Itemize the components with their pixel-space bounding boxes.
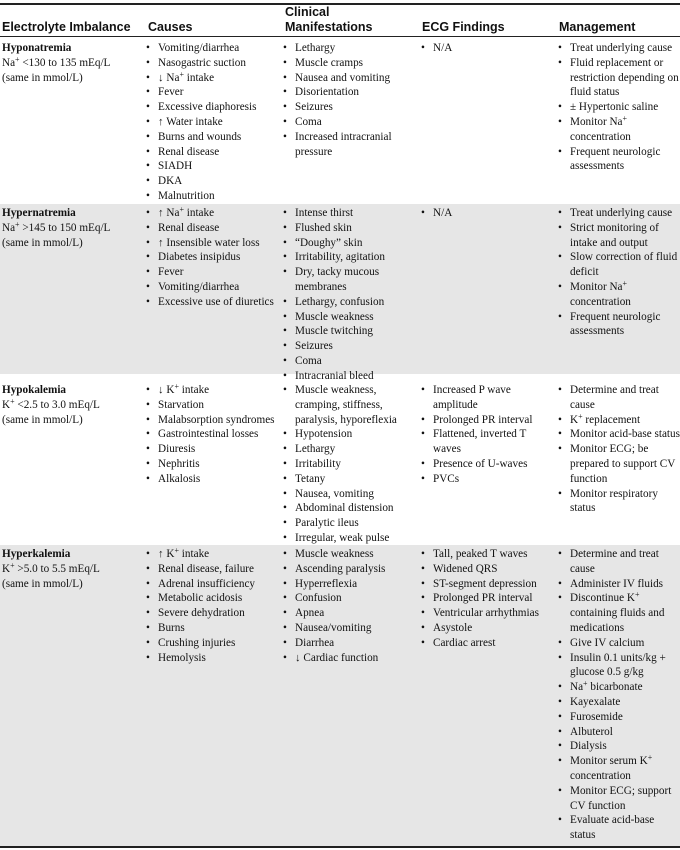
list-item: • Strict monitoring of intake and output: [557, 221, 680, 251]
list-item: • Muscle cramps: [282, 56, 420, 71]
list-item: • Muscle weakness: [282, 547, 420, 562]
list-item: • Irregular, weak pulse: [282, 531, 420, 546]
list-item: • Gastrointestinal losses: [145, 427, 283, 442]
list-item: • Determine and treat cause: [557, 547, 680, 577]
list-item: • DKA: [145, 174, 283, 189]
list-item: • Vomiting/diarrhea: [145, 41, 283, 56]
list-item: • Lethargy, confusion: [282, 295, 420, 310]
list-item: • ↓ Na+ intake: [145, 71, 283, 86]
header-ecg: ECG Findings: [422, 20, 505, 34]
list-item: • ST-segment depression: [420, 577, 555, 592]
list-item: • Administer IV fluids: [557, 577, 680, 592]
row-hyponatremia-manifestations: [282, 41, 420, 159]
imbalance-name: Hyponatremia: [2, 42, 72, 54]
list-item: • Irritability, agitation: [282, 250, 420, 265]
imbalance-range: K+ <2.5 to 3.0 mEq/L: [2, 396, 100, 411]
list-item: • Seizures: [282, 339, 420, 354]
list-item: • Muscle twitching: [282, 324, 420, 339]
list-item: • Slow correction of fluid deficit: [557, 250, 680, 280]
row-hypernatremia-manifestations: [282, 206, 420, 384]
row-hyperkalemia-ecg: [420, 547, 555, 651]
header-manifestations: Clinical Manifestations: [285, 5, 373, 34]
bottom-rule: [0, 846, 680, 848]
list-item: • Monitor respiratory status: [557, 487, 680, 517]
list-item: • Kayexalate: [557, 695, 680, 710]
list-item: • Intense thirst: [282, 206, 420, 221]
list-item: • Presence of U-waves: [420, 457, 555, 472]
header-management: Management: [559, 20, 636, 34]
list-item: • Alkalosis: [145, 472, 283, 487]
list-item: • “Doughy” skin: [282, 236, 420, 251]
list-item: • Asystole: [420, 621, 555, 636]
header-rule: [0, 36, 680, 37]
list-item: • Treat underlying cause: [557, 41, 680, 56]
list-item: • Burns and wounds: [145, 130, 283, 145]
list-item: • Seizures: [282, 100, 420, 115]
list-item: • Malabsorption syndromes: [145, 413, 283, 428]
list-item: • Adrenal insufficiency: [145, 577, 283, 592]
list-item: • N/A: [420, 41, 555, 56]
row-hyperkalemia-label: [2, 547, 142, 591]
list-item: • Flushed skin: [282, 221, 420, 236]
list-item: • Fluid replacement or restriction depending on fluid status: [557, 56, 680, 100]
imbalance-range: Na+ <130 to 135 mEq/L: [2, 54, 111, 69]
row-hypernatremia-management: [557, 206, 680, 339]
list-item: • Frequent neurologic assessments: [557, 145, 680, 175]
imbalance-range: Na+ >145 to 150 mEq/L: [2, 219, 111, 234]
list-item: • ↑ Insensible water loss: [145, 236, 283, 251]
list-item: • Monitor Na+ concentration: [557, 280, 680, 310]
list-item: • Prolonged PR interval: [420, 413, 555, 428]
row-hypokalemia-ecg: [420, 383, 555, 487]
list-item: • Coma: [282, 354, 420, 369]
list-item: • Intracranial bleed: [282, 369, 420, 384]
list-item: • Furosemide: [557, 710, 680, 725]
row-hyperkalemia-manifestations: [282, 547, 420, 665]
list-item: • Monitor serum K+ concentration: [557, 754, 680, 784]
list-item: • Diabetes insipidus: [145, 250, 283, 265]
list-item: • Diarrhea: [282, 636, 420, 651]
list-item: • Muscle weakness: [282, 310, 420, 325]
list-item: • Dialysis: [557, 739, 680, 754]
imbalance-name: Hypernatremia: [2, 207, 76, 219]
imbalance-unit-note: (same in mmol/L): [2, 577, 83, 590]
row-hypernatremia-ecg: [420, 206, 555, 221]
list-item: • Apnea: [282, 606, 420, 621]
list-item: • Vomiting/diarrhea: [145, 280, 283, 295]
row-hyponatremia-ecg: [420, 41, 555, 56]
list-item: • Monitor acid-base status: [557, 427, 680, 442]
list-item: • Renal disease: [145, 221, 283, 236]
list-item: • Nasogastric suction: [145, 56, 283, 71]
list-item: • Widened QRS: [420, 562, 555, 577]
list-item: • Albuterol: [557, 725, 680, 740]
list-item: • Renal disease, failure: [145, 562, 283, 577]
list-item: • Lethargy: [282, 41, 420, 56]
header-causes: Causes: [148, 20, 193, 34]
row-hypokalemia-causes: [145, 383, 283, 487]
list-item: • Cardiac arrest: [420, 636, 555, 651]
list-item: • Severe dehydration: [145, 606, 283, 621]
list-item: • ↓ Cardiac function: [282, 651, 420, 666]
list-item: • Ventricular arrhythmias: [420, 606, 555, 621]
list-item: • Nephritis: [145, 457, 283, 472]
list-item: • Tetany: [282, 472, 420, 487]
imbalance-unit-note: (same in mmol/L): [2, 413, 83, 426]
row-hypokalemia-management: [557, 383, 680, 516]
list-item: • Starvation: [145, 398, 283, 413]
imbalance-name: Hypokalemia: [2, 384, 67, 396]
list-item: • Renal disease: [145, 145, 283, 160]
imbalance-range: K+ >5.0 to 5.5 mEq/L: [2, 560, 100, 575]
list-item: • Flattened, inverted T waves: [420, 427, 555, 457]
imbalance-unit-note: (same in mmol/L): [2, 236, 83, 249]
list-item: • Diuresis: [145, 442, 283, 457]
list-item: • Tall, peaked T waves: [420, 547, 555, 562]
list-item: • Na+ bicarbonate: [557, 680, 680, 695]
list-item: • Monitor Na+ concentration: [557, 115, 680, 145]
list-item: • Evaluate acid-base status: [557, 813, 680, 843]
row-hypernatremia-label: [2, 206, 142, 250]
list-item: • Dry, tacky mucous membranes: [282, 265, 420, 295]
list-item: • Ascending paralysis: [282, 562, 420, 577]
list-item: • ↑ Water intake: [145, 115, 283, 130]
list-item: • Disorientation: [282, 85, 420, 100]
list-item: • Fever: [145, 265, 283, 280]
list-item: • Increased intracranial pressure: [282, 130, 420, 160]
row-hypokalemia-manifestations: [282, 383, 420, 546]
list-item: • Hypotension: [282, 427, 420, 442]
list-item: • Give IV calcium: [557, 636, 680, 651]
list-item: • Fever: [145, 85, 283, 100]
list-item: • Nausea, vomiting: [282, 487, 420, 502]
list-item: • Irritability: [282, 457, 420, 472]
list-item: • Nausea and vomiting: [282, 71, 420, 86]
list-item: • K+ replacement: [557, 413, 680, 428]
row-hypernatremia-causes: [145, 206, 283, 310]
list-item: • Malnutrition: [145, 189, 283, 204]
list-item: • Treat underlying cause: [557, 206, 680, 221]
list-item: • Confusion: [282, 591, 420, 606]
list-item: • Hyperreflexia: [282, 577, 420, 592]
list-item: • Paralytic ileus: [282, 516, 420, 531]
list-item: • Crushing injuries: [145, 636, 283, 651]
list-item: • Frequent neurologic assessments: [557, 310, 680, 340]
imbalance-name: Hyperkalemia: [2, 548, 71, 560]
imbalance-unit-note: (same in mmol/L): [2, 71, 83, 84]
list-item: • ↑ K+ intake: [145, 547, 283, 562]
list-item: • ↑ Na+ intake: [145, 206, 283, 221]
list-item: • ± Hypertonic saline: [557, 100, 680, 115]
row-hyperkalemia-management: [557, 547, 680, 843]
row-hyponatremia-management: [557, 41, 680, 174]
list-item: • Insulin 0.1 units/kg + glucose 0.5 g/kg: [557, 651, 680, 681]
list-item: • Burns: [145, 621, 283, 636]
list-item: • Abdominal distension: [282, 501, 420, 516]
list-item: • N/A: [420, 206, 555, 221]
list-item: • Coma: [282, 115, 420, 130]
list-item: • Monitor ECG; support CV function: [557, 784, 680, 814]
list-item: • Monitor ECG; be prepared to support CV function: [557, 442, 680, 486]
list-item: • Lethargy: [282, 442, 420, 457]
list-item: • Increased P wave amplitude: [420, 383, 555, 413]
list-item: • Muscle weakness, cramping, stiffness, paralysis, hyporeflexia: [282, 383, 420, 427]
list-item: • PVCs: [420, 472, 555, 487]
list-item: • ↓ K+ intake: [145, 383, 283, 398]
list-item: • Determine and treat cause: [557, 383, 680, 413]
list-item: • Excessive diaphoresis: [145, 100, 283, 115]
list-item: • Nausea/vomiting: [282, 621, 420, 636]
list-item: • Metabolic acidosis: [145, 591, 283, 606]
list-item: • Excessive use of diuretics: [145, 295, 283, 310]
list-item: • SIADH: [145, 159, 283, 174]
list-item: • Prolonged PR interval: [420, 591, 555, 606]
row-hypokalemia-label: [2, 383, 142, 427]
row-hyponatremia-causes: [145, 41, 283, 204]
list-item: • Discontinue K+ containing fluids and medications: [557, 591, 680, 635]
row-hyperkalemia-causes: [145, 547, 283, 665]
list-item: • Hemolysis: [145, 651, 283, 666]
row-hyponatremia-label: [2, 41, 142, 85]
header-electrolyte: Electrolyte Imbalance: [2, 20, 131, 34]
